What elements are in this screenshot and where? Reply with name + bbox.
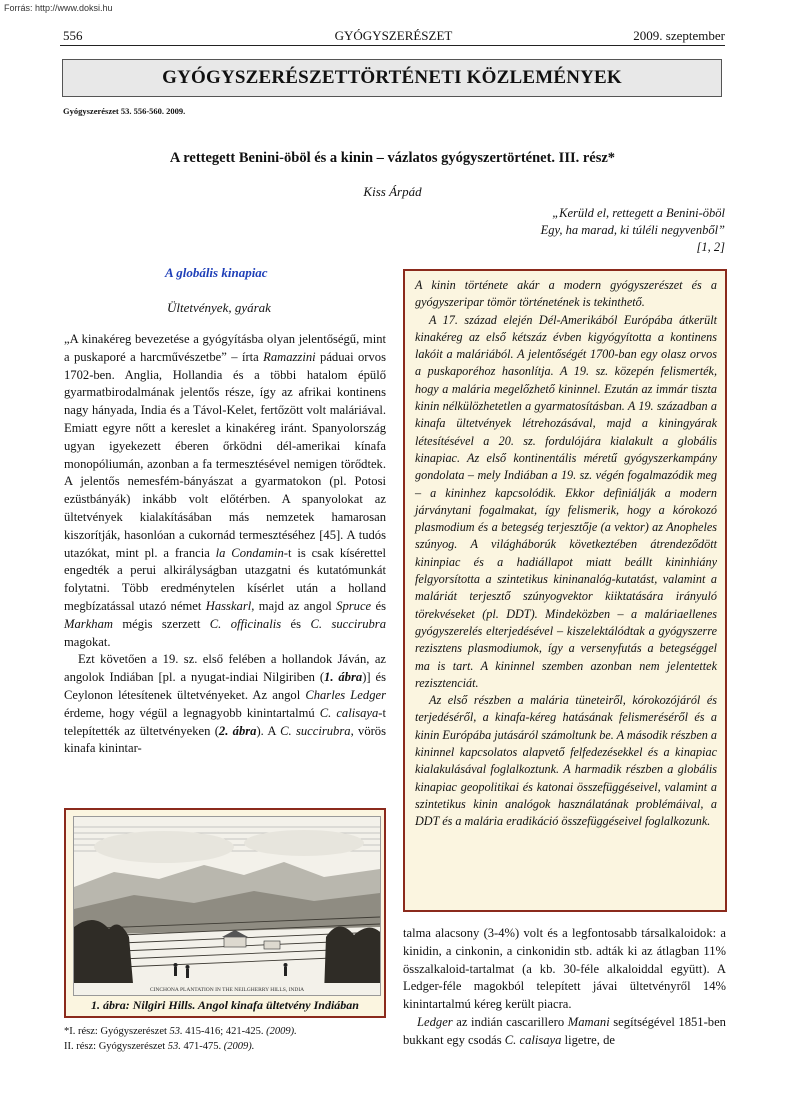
summary-paragraph: A 17. század elején Dél-Amerikából Európába átkerült kinakéreg az első kétszáz évben kigyógyította a kontinens lakóit a maláriából. A jelentőségét 1700-ban egy olasz orvos a puskaporéhoz hasonlítja. A 19. sz. közepén felismerték, hogy a malária megelőzhető kininnel. Ezután az immár tiszta kinin nélkülözhetetlen a gyarmatosításban. A 19. században a kinafa ültetvények létrehozásával, majd a kiningyárak létesítésével a 20. sz. fordulójára kialakult a globális kinapiac. Az első kontinentális méretű gyógyszerkampány gondolata – mely Indiában a 19. sz. végén fogalmazódik meg – a kininhez kapcsolódik. Ekkor definiálják a modern járványtani fogalmakat, így felismerik, hogy a kórokozó plasmodium és a betegség terjesztője (a vektor) az Anopheles szúnyog. A világháborúk következtében átrendeződött kininpiac és a hadiállapot miatt beállt kininhiány felgyorsította a szintetikus kininanalóg-kutatást, valamint a maláriát terjesztő szúnyogvektor kiiktatására irányuló törekvéseket (pl. DDT). Mindeközben – a maláriaellenes gyógyszerelés elterjedésével – kiszelektálódtak a gyógyszerre rezisztens plasmodiumok, így a versenyfutás a betegséggel ma is tart. A kininnel szemben azonban nem jelentettek rezisztenciát. (415, 312, 717, 690)
emphasis-text: 53. (169, 1026, 183, 1037)
footnote: *I. rész: Gyógyszerészet 53. 415-416; 421-425. (2009). (64, 1026, 297, 1037)
footnotes (64, 1024, 297, 1054)
emphasis-text: (2009). (266, 1026, 297, 1037)
motto (541, 205, 725, 256)
emphasis-text: 53. (167, 1041, 181, 1052)
emphasis-text: C. officinalis (209, 616, 282, 631)
section-banner (62, 59, 722, 97)
emphasis-text: Mamani (567, 1014, 610, 1029)
motto-line: Egy, ha marad, ki túléli negyvenből” (540, 223, 725, 237)
right-column (403, 925, 726, 1050)
summary-box (403, 269, 727, 912)
engraving-caption: CINCHONA PLANTATION IN THE NEILGHERRY HILLS, INDIA (149, 987, 305, 993)
issue-date: 2009. szeptember (633, 28, 725, 43)
paragraph: Ezt követően a 19. sz. első felében a hollandok Jáván, az angolok Indiában [pl. a nyugat-indiai Nilgiriben (1. ábra)] és Ceylonon létesítenek ültetvényeket. Az angol Charles Ledger érdeme, hogy végül a legnagyobb kinintartalmú C. calisaya-t telepítették az ültetvényeken (2. ábra). A C. succirubra, vörös kinafa kinintar- (64, 652, 387, 756)
article-author: Kiss Árpád (363, 184, 422, 199)
paragraph: „A kinakéreg bevezetése a gyógyításba olyan jelentőségű, mint a puskaporé a harcművészetbe” – írta Ramazzini páduai orvos 1702-ben. Anglia, Hollandia és a többi hatalom épülő gyarmatbirodalmának jelentős része, így az afrikai kontinens nagy hányada, India és a Távol-Kelet, fertőzött volt maláriával. Emiatt egyre nőtt a kereslet a kinakéreg iránt. Spanyolország ugyan igyekezett éberen őrködni dél-amerikai kínafa monopóliumán, azonban a fa termesztésével nemigen törődtek. A jelentős nemesfém-bányászat a gyarmatokon (pl. Potosi ezüstbányák) inkább volt előtérben. A spanyolokat az ültetvények kialakításában más nemzetek hamarosan kiszorítják, hasonlóan a cukornád termesztéséhez [45]. A tudós utazókat, mint pl. a francia la Condamin-t is csak kísérettel engedték a perui alkirályságban utazgatni és kutatómunkát folytatni. Több eredménytelen kísérlet után a holland megbízatással utazó német Hasskarl, majd az angol Spruce és Markham mégis szerzett C. officinalis és C. succirubra magokat. (64, 332, 387, 649)
banner-title: GYÓGYSZERÉSZETTÖRTÉNETI KÖZLEMÉNYEK (162, 67, 622, 88)
emphasis-text: (2009). (223, 1041, 255, 1052)
section-title: A globális kinapiac (165, 265, 268, 280)
emphasis-text: 1. ábra (324, 670, 363, 685)
motto-reference: [1, 2] (696, 240, 725, 254)
journal-name: GYÓGYSZERÉSZET (334, 28, 453, 43)
emphasis-text: C. succirubra (280, 723, 351, 738)
source-label: Forrás: http://www.doksi.hu (4, 3, 113, 13)
emphasis-text: 2. ábra (218, 723, 257, 738)
emphasis-text: C. calisaya (504, 1032, 562, 1047)
subsection-title: Ültetvények, gyárak (167, 300, 271, 315)
emphasis-text: Ramazzini (263, 349, 316, 364)
footnote: II. rész: Gyógyszerészet 53. 471-475. (2009). (64, 1041, 255, 1052)
emphasis-text: Ledger (417, 1014, 453, 1029)
emphasis-text: Charles Ledger (305, 687, 386, 702)
emphasis-text: C. succirubra (310, 616, 387, 631)
left-column (64, 331, 386, 758)
article-title: A rettegett Benini-öböl és a kinin – vázlatos gyógyszertörténet. III. rész* (169, 150, 616, 166)
paragraph: talma alacsony (3-4%) volt és a legfontosabb társalkaloidok: a kinidin, a cinkonin, a cinkonidin stb. adták ki az átlagban 11% összalkaloid-tartalmat (a kb. 30-féle alkaloiddal együtt). A Ledger-féle magokból telepített jávai ültetvényről 14% kinintartalmú kéreg került piacra. (403, 926, 726, 1012)
emphasis-text: Spruce (336, 598, 372, 613)
figure-caption: 1. ábra: Nilgiri Hills. Angol kinafa ültetvény Indiában (91, 998, 359, 1012)
page-number: 556 (63, 28, 83, 43)
summary-paragraph: A kinin története akár a modern gyógyszerészet és a gyógyszeripar tömör történetének is tekinthető. (415, 278, 717, 310)
citation: Gyógyszerészet 53. 556-560. 2009. (63, 106, 186, 116)
motto-line: „Kerüld el, rettegett a Benini-öböl (552, 206, 725, 220)
plantation-engraving (73, 816, 381, 996)
header-divider (60, 45, 725, 46)
summary-paragraph: Az első részben a malária tüneteiről, kórokozójáról és terjedéséről, a kinafa-kéreg hatásának felismeréséről és a kinin Európába jutásáról számoltunk be. A második részben a kininnel kapcsolatos alapvető felfedezésekkel és a kinapiac kialakulásával foglalkoztunk. A harmadik részben a globális kinapiac geopolitikai és katonai összefüggéseivel, valamint a szintetikus kinin analógok használatának problémáival, a DDT és a malária eradikáció összefüggéseivel foglalkozunk. (415, 693, 717, 829)
emphasis-text: la Condamin (215, 545, 284, 560)
figure-1 (64, 808, 386, 1018)
emphasis-text: C. calisaya (319, 705, 379, 720)
emphasis-text: Markham (64, 616, 113, 631)
emphasis-text: Hasskarl (205, 598, 252, 613)
paragraph: Ledger az indián cascarillero Mamani segítségével 1851-ben bukkant egy csodás C. calisaya ligetre, de (403, 1014, 726, 1047)
